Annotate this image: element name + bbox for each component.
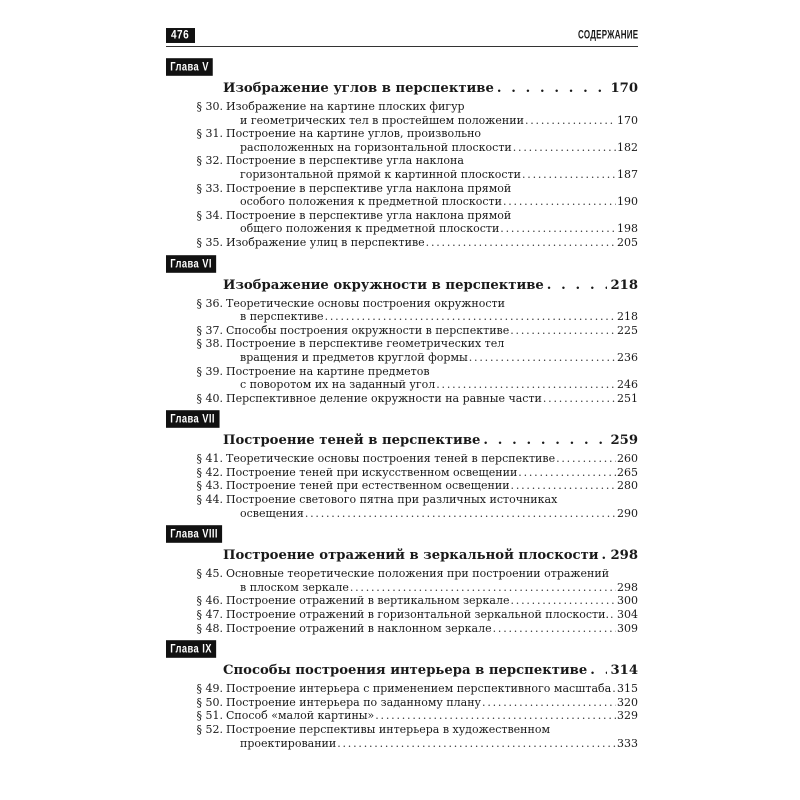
chapter-title: Изображение углов в перспективе: [223, 81, 494, 96]
section-number: § 43.: [196, 479, 223, 493]
dot-leader: [543, 392, 616, 406]
chapter-title: Способы построения интерьера в перспективе: [223, 663, 588, 679]
section-number: § 49.: [196, 682, 223, 696]
toc-entry: [166, 452, 638, 466]
entry-title-line: освещения: [240, 506, 304, 520]
entry-title-line: Построение в перспективе угла наклона прямой: [226, 181, 512, 195]
entry-title-line: Теоретические основы построения окружности: [226, 296, 505, 310]
entry-last-line: [226, 479, 638, 493]
running-head: СОДЕРЖАНИЕ: [577, 28, 638, 43]
chapter-title: Построение теней в перспективе: [223, 433, 481, 449]
chapter-badge: Глава VIII: [166, 525, 222, 543]
dot-leader: [590, 662, 607, 679]
entry-last-line: [226, 466, 638, 480]
toc-entry: [166, 709, 638, 723]
section-number: § 31.: [196, 127, 223, 141]
page-header: [166, 28, 638, 47]
toc-entry: [166, 365, 638, 392]
entry-title-line: Перспективное деление окружности на равные части: [226, 391, 542, 405]
dot-leader: [500, 222, 616, 236]
dot-leader: [350, 581, 616, 595]
entry-last-line: [226, 141, 638, 155]
entry-title-line: Изображение на картине плоских фигур: [226, 100, 465, 113]
entry-last-line: [226, 594, 638, 608]
entry-page-number: 309: [617, 621, 638, 635]
chapter-title: Изображение окружности в перспективе: [223, 277, 544, 293]
entry-page-number: 290: [617, 506, 638, 520]
chapter-page-number: 298: [610, 548, 638, 564]
entry-last-line: [226, 392, 638, 406]
dot-leader: [510, 324, 616, 338]
toc-entry: [166, 182, 638, 209]
entry-last-line: [226, 324, 638, 338]
entry-last-line: [226, 622, 638, 636]
entry-last-line: [226, 581, 638, 595]
entry-page-number: 205: [617, 235, 638, 249]
toc-entry: [166, 127, 638, 154]
dot-leader: [305, 507, 616, 521]
dot-leader: [522, 168, 616, 182]
entry-title-line: Построение интерьера с применением перспективного масштаба: [226, 682, 612, 696]
entry-title-line: Изображение улиц в перспективе: [226, 235, 425, 249]
entry-page-number: 304: [617, 608, 638, 622]
dot-leader: [436, 378, 616, 392]
entry-title-line: Теоретические основы построения теней в перспективе: [226, 452, 556, 466]
section-number: § 44.: [196, 493, 223, 507]
chapter-section: [166, 405, 638, 520]
toc-entry: [166, 696, 638, 710]
entry-page-number: 315: [617, 682, 638, 696]
entry-page-number: 260: [617, 452, 638, 466]
toc-page: [166, 28, 638, 750]
chapter-page-number: 170: [610, 81, 638, 96]
dot-leader: [602, 547, 608, 564]
entry-title-line: общего положения к предметной плоскости: [240, 222, 500, 236]
dot-leader: [375, 709, 616, 723]
chapter-section: [166, 635, 638, 750]
section-number: § 48.: [196, 621, 223, 635]
entry-title-line: Построение в перспективе угла наклона: [226, 154, 464, 168]
entry-last-line: [226, 222, 638, 236]
entry-page-number: 246: [617, 378, 638, 392]
entry-last-line: [226, 608, 638, 622]
toc-entry: [166, 466, 638, 480]
section-number: § 46.: [196, 594, 223, 608]
dot-leader: [610, 608, 616, 622]
entry-title-line: Построение отражений в вертикальном зеркале: [226, 594, 510, 608]
entry-title-line: Построение в перспективе угла наклона прямой: [226, 208, 512, 222]
entry-last-line: [226, 168, 638, 182]
section-number: § 52.: [196, 723, 223, 736]
entry-page-number: 265: [617, 465, 638, 479]
entry-last-line: [226, 452, 638, 466]
chapter-list: [166, 53, 638, 750]
entry-title-line: Построение в перспективе геометрических тел: [226, 337, 505, 351]
toc-entry: [166, 100, 638, 127]
entry-title-line: Построение светового пятна при различных источниках: [226, 493, 558, 507]
dot-leader: [482, 696, 616, 710]
entry-page-number: 225: [617, 323, 638, 337]
entry-title-line: особого положения к предметной плоскости: [240, 195, 502, 209]
entry-title-line: проектировании: [240, 736, 337, 750]
entry-page-number: 280: [617, 479, 638, 493]
entry-title-line: в плоском зеркале: [240, 580, 349, 594]
entry-last-line: [226, 351, 638, 365]
entry-page-number: 170: [617, 113, 638, 127]
entry-title-line: и геометрических тел в простейшем положении: [240, 113, 524, 127]
toc-entry: [166, 297, 638, 324]
chapter-title-row: [223, 547, 638, 564]
chapter-title-row: [223, 80, 638, 97]
entry-title-line: вращения и предметов круглой формы: [240, 350, 468, 364]
dot-leader: [497, 80, 608, 97]
section-number: § 33.: [196, 181, 223, 195]
toc-entry: [166, 608, 638, 622]
entry-page-number: 300: [617, 594, 638, 608]
entry-page-number: 236: [617, 350, 638, 364]
dot-leader: [612, 682, 616, 696]
entry-last-line: [226, 236, 638, 250]
entry-page-number: 320: [617, 695, 638, 709]
chapter-page-number: 218: [610, 277, 638, 293]
entry-title-line: Основные теоретические положения при построении отражений: [226, 567, 610, 581]
section-number: § 38.: [196, 337, 223, 351]
chapter-page-number: 259: [610, 433, 638, 449]
toc-entry: [166, 154, 638, 181]
entry-title-line: горизонтальной прямой к картинной плоскости: [240, 167, 521, 181]
chapter-badge: Глава VI: [166, 255, 216, 273]
entry-title-line: Построение теней при искусственном освещении: [226, 465, 518, 479]
toc-entry: [166, 493, 638, 520]
entry-page-number: 190: [617, 195, 638, 209]
toc-entry: [166, 392, 638, 406]
chapter-page-number: 314: [610, 663, 638, 679]
entry-last-line: [226, 114, 638, 128]
toc-entry: [166, 479, 638, 493]
dot-leader: [511, 479, 616, 493]
entry-last-line: [226, 378, 638, 392]
chapter-section: [166, 520, 638, 635]
entry-title-line: Построение на картине предметов: [226, 364, 430, 378]
section-number: § 36.: [196, 296, 223, 310]
page-number: 476: [166, 28, 195, 43]
entry-page-number: 198: [617, 222, 638, 236]
section-number: § 47.: [196, 608, 223, 622]
entry-title-line: Способ «малой картины»: [226, 709, 375, 723]
entry-page-number: 182: [617, 140, 638, 154]
toc-entry: [166, 723, 638, 750]
toc-entry: [166, 594, 638, 608]
toc-entry: [166, 682, 638, 696]
chapter-badge: Глава VII: [166, 410, 219, 428]
entry-last-line: [226, 682, 638, 696]
entry-title-line: Построение отражений в горизонтальной зеркальной плоскости.: [226, 608, 609, 622]
entry-last-line: [226, 737, 638, 751]
entry-last-line: [226, 709, 638, 723]
entry-title-line: Построение отражений в наклонном зеркале: [226, 621, 492, 635]
section-number: § 50.: [196, 695, 223, 709]
dot-leader: [503, 195, 616, 209]
section-number: § 32.: [196, 154, 223, 168]
toc-entry: [166, 236, 638, 250]
entry-title-line: с поворотом их на заданный угол: [240, 378, 436, 392]
chapter-badge: Глава V: [166, 58, 213, 76]
entry-title-line: в перспективе: [240, 310, 324, 324]
entry-page-number: 218: [617, 310, 638, 324]
section-number: § 34.: [196, 208, 223, 222]
dot-leader: [337, 737, 616, 751]
entry-title-line: Способы построения окружности в перспективе: [226, 323, 510, 337]
dot-leader: [426, 236, 616, 250]
entry-page-number: 298: [617, 580, 638, 594]
section-number: § 41.: [196, 452, 223, 466]
section-number: § 37.: [196, 323, 223, 337]
entry-page-number: 251: [617, 391, 638, 405]
dot-leader: [547, 277, 608, 294]
dot-leader: [493, 622, 616, 636]
section-number: § 39.: [196, 364, 223, 378]
dot-leader: [513, 141, 616, 155]
toc-entry: [166, 567, 638, 594]
toc-entry: [166, 337, 638, 364]
entry-page-number: 329: [617, 709, 638, 723]
chapter-section: [166, 53, 638, 250]
dot-leader: [469, 351, 616, 365]
entry-last-line: [226, 195, 638, 209]
toc-entry: [166, 209, 638, 236]
section-number: § 42.: [196, 465, 223, 479]
dot-leader: [518, 466, 616, 480]
section-number: § 30.: [196, 100, 223, 113]
entry-title-line: Построение перспективы интерьера в художественном: [226, 723, 551, 736]
section-number: § 40.: [196, 391, 223, 405]
chapter-title-row: [223, 277, 638, 294]
entry-last-line: [226, 310, 638, 324]
chapter-title-row: [223, 432, 638, 449]
chapter-badge: Глава IX: [166, 640, 216, 658]
entry-last-line: [226, 696, 638, 710]
chapter-title: Построение отражений в зеркальной плоскости: [223, 548, 599, 564]
entry-title-line: Построение интерьера по заданному плану: [226, 695, 482, 709]
dot-leader: [483, 432, 607, 449]
dot-leader: [510, 594, 616, 608]
entry-last-line: [226, 507, 638, 521]
section-number: § 45.: [196, 567, 223, 581]
dot-leader: [525, 114, 616, 128]
section-number: § 35.: [196, 235, 223, 249]
entry-title-line: Построение теней при естественном освещении: [226, 479, 510, 493]
toc-entry: [166, 324, 638, 338]
entry-page-number: 333: [617, 736, 638, 750]
section-number: § 51.: [196, 709, 223, 723]
entry-title-line: Построение на картине углов, произвольно: [226, 127, 482, 141]
dot-leader: [325, 310, 616, 324]
entry-page-number: 187: [617, 167, 638, 181]
entry-title-line: расположенных на горизонтальной плоскости: [240, 140, 512, 154]
dot-leader: [556, 452, 616, 466]
chapter-section: [166, 250, 638, 406]
toc-entry: [166, 622, 638, 636]
chapter-title-row: [223, 662, 638, 679]
